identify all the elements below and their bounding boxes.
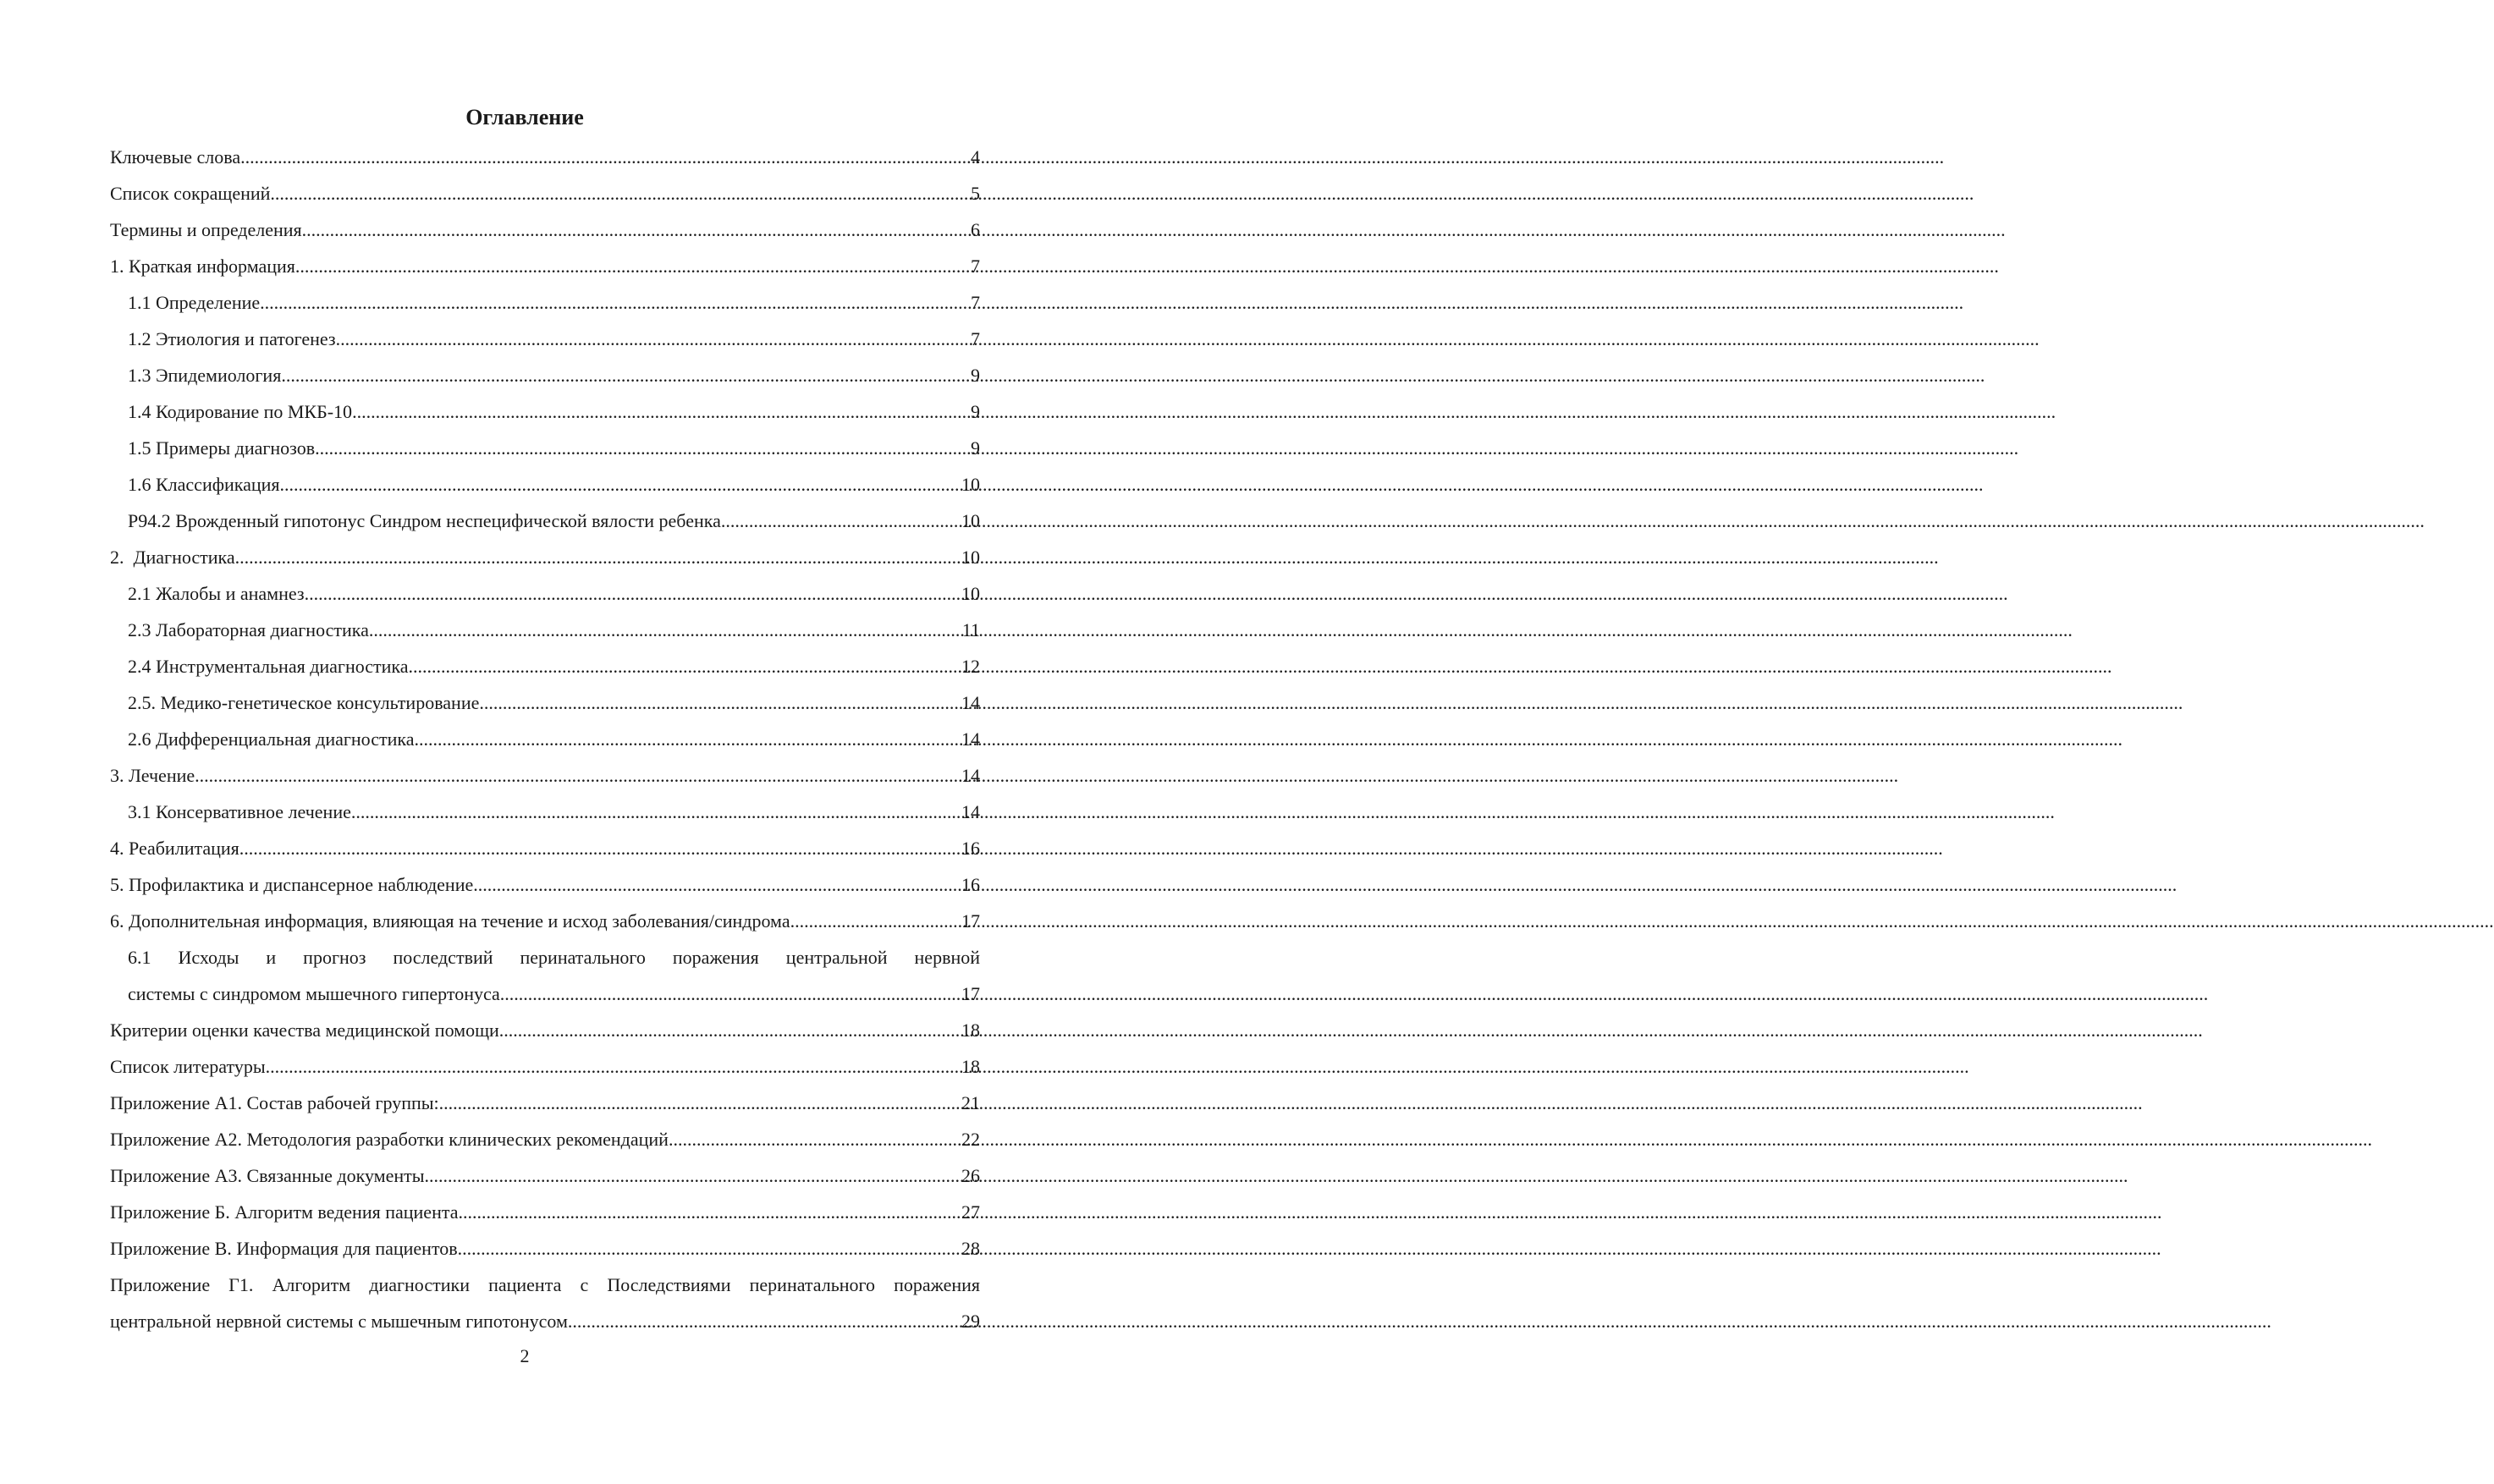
toc-entry-section-1-2[interactable] <box>110 321 980 357</box>
toc-entry-label: 2.3 Лабораторная диагностика <box>128 619 369 640</box>
toc-entry-section-2-4[interactable] <box>110 648 980 684</box>
toc-entry-page: 16 <box>961 838 980 859</box>
toc-entry-label: 2.6 Дифференциальная диагностика. <box>128 728 419 750</box>
toc-entry-section-2-1[interactable] <box>110 575 980 612</box>
toc-entry-section-1-4[interactable] <box>110 393 980 430</box>
toc-entry-section-4[interactable] <box>110 830 980 866</box>
dot-leader <box>336 321 971 357</box>
dot-leader <box>302 212 971 248</box>
toc-entry-appendix-v[interactable] <box>110 1230 980 1267</box>
toc-entry-label: Список сокращений <box>110 183 271 204</box>
toc-entry-label: 1. Краткая информация <box>110 256 295 277</box>
toc-entry-label: 1.2 Этиология и патогенез <box>128 328 336 349</box>
dot-leader <box>270 175 971 212</box>
toc-entry-page: 14 <box>961 728 980 750</box>
toc-entry-section-2[interactable] <box>110 539 980 575</box>
toc-entry-page: 21 <box>961 1092 980 1113</box>
toc-entry-section-3-1[interactable] <box>110 794 980 830</box>
toc-entry-section-1-5[interactable] <box>110 430 980 466</box>
toc-entry-label: 1.3 Эпидемиология <box>128 365 282 386</box>
dot-leader <box>305 575 961 612</box>
toc-entry-page: 29 <box>961 1311 980 1332</box>
toc-entry-page: 10 <box>961 510 980 531</box>
toc-entry-page: 9 <box>971 401 980 422</box>
toc-entry-label: 3. Лечение <box>110 765 195 786</box>
toc-entry-label: 1.4 Кодирование по МКБ-10 <box>128 401 353 422</box>
toc-entry-label: Приложение А2. Методология разработки клинических рекомендаций <box>110 1129 669 1150</box>
toc-entry-page: 28 <box>961 1238 980 1259</box>
dot-leader <box>479 684 961 721</box>
toc-entry-page: 10 <box>961 547 980 568</box>
dot-leader <box>419 721 961 757</box>
toc-entry-label: 6. Дополнительная информация, влияющая на течение и исход заболевания/синдрома <box>110 910 790 932</box>
toc-entry-section-1[interactable] <box>110 248 980 284</box>
toc-entry-appendix-a2[interactable] <box>110 1121 980 1157</box>
dot-leader <box>315 430 971 466</box>
dot-leader <box>351 794 961 830</box>
toc-title: Оглавление <box>465 105 584 129</box>
dot-leader <box>239 830 961 866</box>
toc-entry-page: 6 <box>971 219 980 240</box>
dot-leader <box>280 466 961 503</box>
toc-entry-page: 4 <box>971 146 980 168</box>
dot-leader <box>235 539 961 575</box>
toc-entry-section-3[interactable] <box>110 757 980 794</box>
dot-leader <box>458 1230 961 1267</box>
toc-entry-page: 5 <box>971 183 980 204</box>
toc-entry-page: 9 <box>971 437 980 459</box>
toc-entry-section-6-1[interactable] <box>110 939 980 1012</box>
toc-entry-abbreviations[interactable] <box>110 175 980 212</box>
toc-entry-page: 7 <box>971 292 980 313</box>
toc-entry-label: 4. Реабилитация <box>110 838 239 859</box>
toc-entry-label-line1: Приложение Г1. Алгоритм диагностики пациента с Последствиями перинатального поражения <box>110 1274 980 1295</box>
toc-entry-page: 14 <box>961 692 980 713</box>
dot-leader <box>195 757 961 794</box>
toc-entry-label: 1.5 Примеры диагнозов <box>128 437 316 459</box>
toc-entry-appendix-b[interactable] <box>110 1194 980 1230</box>
toc-entry-page: 10 <box>961 474 980 495</box>
dot-leader <box>425 1157 961 1194</box>
toc-entry-label: Приложение Б. Алгоритм ведения пациента <box>110 1201 459 1223</box>
toc-entry-label: Критерии оценки качества медицинской помощи <box>110 1020 499 1041</box>
toc-entry-page: 12 <box>961 656 980 677</box>
toc-entry-section-6[interactable] <box>110 903 980 939</box>
dot-leader <box>439 1085 961 1121</box>
dot-leader <box>669 1121 961 1157</box>
dot-leader <box>266 1048 961 1085</box>
toc-entry-terms[interactable] <box>110 212 980 248</box>
toc-entry-page: 18 <box>961 1056 980 1077</box>
dot-leader <box>409 648 961 684</box>
toc-entry-page: 9 <box>971 365 980 386</box>
toc-entry-page: 18 <box>961 1020 980 1041</box>
toc-entry-section-5[interactable] <box>110 866 980 903</box>
dot-leader <box>504 976 961 1012</box>
document-page <box>0 0 1049 1484</box>
toc-entry-label: 2.4 Инструментальная диагностика <box>128 656 409 677</box>
toc-entry-section-1-6[interactable] <box>110 466 980 503</box>
dot-leader <box>281 357 971 393</box>
toc-entry-p94-2[interactable] <box>110 503 980 539</box>
toc-entry-label: 1.6 Классификация <box>128 474 280 495</box>
toc-entry-label: Термины и определения <box>110 219 302 240</box>
toc-entry-label-line2: системы с синдромом мышечного гипертонуса. <box>128 983 505 1004</box>
toc-entry-label: Ключевые слова <box>110 146 241 168</box>
toc-entry-keywords[interactable] <box>110 139 980 175</box>
toc-entry-section-2-5[interactable] <box>110 684 980 721</box>
dot-leader <box>790 903 961 939</box>
dot-leader <box>568 1303 961 1339</box>
toc-entry-page: 26 <box>961 1165 980 1186</box>
dot-leader <box>240 139 971 175</box>
dot-leader <box>369 612 962 648</box>
toc-entry-label: 3.1 Консервативное лечение <box>128 801 351 822</box>
toc-entry-section-2-6[interactable] <box>110 721 980 757</box>
toc-entry-page: 7 <box>971 328 980 349</box>
toc-entry-references[interactable] <box>110 1048 980 1085</box>
toc-entry-label: 1.1 Определение <box>128 292 261 313</box>
toc-entry-label: Список литературы <box>110 1056 266 1077</box>
toc-entry-page: 27 <box>961 1201 980 1223</box>
toc-entry-appendix-a1[interactable] <box>110 1085 980 1121</box>
toc-entry-page: 16 <box>961 874 980 895</box>
toc-entry-label: Приложение В. Информация для пациентов <box>110 1238 458 1259</box>
dot-leader <box>473 866 961 903</box>
toc-entry-line2 <box>128 976 980 1012</box>
toc-entry-section-2-3[interactable] <box>110 612 980 648</box>
toc-entry-page: 22 <box>961 1129 980 1150</box>
toc-entry-section-1-3[interactable] <box>110 357 980 393</box>
page-number: 2 <box>520 1345 530 1366</box>
toc-entry-label: 5. Профилактика и диспансерное наблюдение <box>110 874 474 895</box>
toc-entry-page: 11 <box>961 619 980 640</box>
toc-entry-label: P94.2 Врожденный гипотонус Синдром неспецифической вялости ребенка <box>128 510 721 531</box>
toc-entry-page: 17 <box>961 983 980 1004</box>
toc-entry-label: Приложение А1. Состав рабочей группы: <box>110 1092 439 1113</box>
toc-entry-page: 7 <box>971 256 980 277</box>
toc-entry-line2 <box>110 1303 980 1339</box>
toc-entry-page: 14 <box>961 765 980 786</box>
toc-entry-quality-criteria[interactable] <box>110 1012 980 1048</box>
toc-entry-label: Приложение А3. Связанные документы <box>110 1165 425 1186</box>
toc-entry-label-line2: центральной нервной системы с мышечным гипотонусом <box>110 1311 568 1332</box>
toc-entry-label: 2.5. Медико-генетическое консультирование <box>128 692 480 713</box>
dot-leader <box>295 248 971 284</box>
toc-entry-page: 10 <box>961 583 980 604</box>
toc-entry-page: 14 <box>961 801 980 822</box>
toc-entry-label-line1: 6.1 Исходы и прогноз последствий перинатального поражения центральной нервной <box>128 947 980 968</box>
dot-leader <box>459 1194 962 1230</box>
table-of-contents <box>110 139 980 1339</box>
dot-leader <box>260 284 971 321</box>
toc-entry-appendix-a3[interactable] <box>110 1157 980 1194</box>
dot-leader <box>499 1012 961 1048</box>
dot-leader <box>721 503 961 539</box>
dot-leader <box>352 393 971 430</box>
toc-entry-page: 17 <box>961 910 980 932</box>
toc-entry-section-1-1[interactable] <box>110 284 980 321</box>
toc-entry-label: 2. Диагностика <box>110 547 235 568</box>
toc-entry-appendix-g1[interactable] <box>110 1267 980 1339</box>
toc-entry-label: 2.1 Жалобы и анамнез <box>128 583 305 604</box>
